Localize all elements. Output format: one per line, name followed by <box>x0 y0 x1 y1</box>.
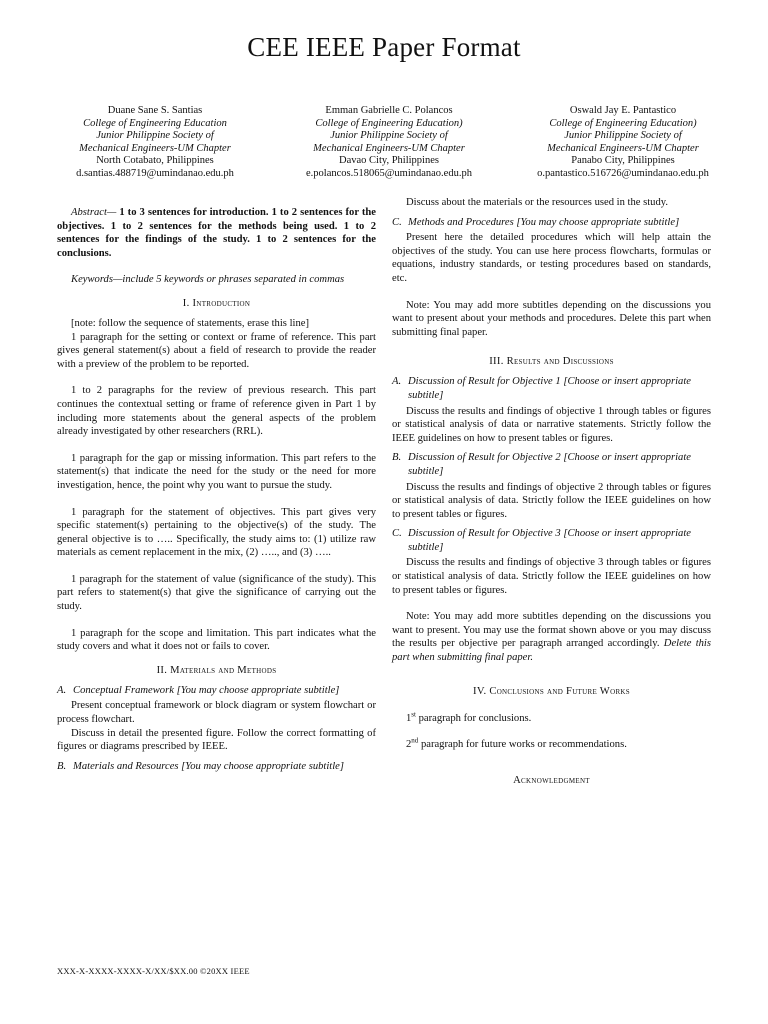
methods-paragraph: Present here the detailed procedures which will help attain the objectives of the study. You can use here process flowcharts, formulas or equations, industry standards, or testing procedures based on standards, etc. <box>392 232 711 284</box>
author-org: Mechanical Engineers-UM Chapter <box>547 142 699 154</box>
results-note <box>392 610 711 664</box>
section-heading-acknowledgment: Acknowledgment <box>513 774 590 786</box>
subsection-heading <box>57 684 376 698</box>
author-org: Mechanical Engineers-UM Chapter <box>79 142 231 154</box>
intro-paragraph: 1 paragraph for the statement of value (significance of the study). This part refers to statement(s) that give the significance of carrying out the study. <box>57 573 376 613</box>
author-location: Davao City, Philippines <box>339 155 439 166</box>
subsection-heading <box>392 527 711 554</box>
subsection-heading <box>57 760 376 774</box>
future-works-text: paragraph for future works or recommendations. <box>418 739 627 751</box>
methods-note: Note: You may add more subtitles depending on the discussions you want to present about your methods and procedures. Delete this part when submitting final paper. <box>392 299 711 338</box>
section-heading-methods: II. Materials and Methods <box>156 664 277 676</box>
ordinal-number: 1 <box>406 712 412 724</box>
subsection-label: B. <box>57 760 67 772</box>
author-name: Emman Gabrielle C. Polancos <box>325 105 453 116</box>
intro-paragraph: 1 paragraph for the scope and limitation. This part indicates what the study covers and what it does not or fails to cover. <box>57 627 376 653</box>
methods-paragraph: Present conceptual framework or block diagram or system flowchart or process flowchart. <box>57 700 376 726</box>
subsection-label: A. <box>57 684 67 696</box>
author-email: e.polancos.518065@umindanao.edu.ph <box>306 167 472 179</box>
author-dept: College of Engineering Education) <box>549 117 697 129</box>
author-name: Oswald Jay E. Pantastico <box>569 105 677 116</box>
subsection-title: Discussion of Result for Objective 3 [Choose or insert appropriate subtitle] <box>408 528 691 553</box>
intro-paragraph: 1 paragraph for the gap or missing information. This part refers to the statement(s) that indicate the need for the study or the need for more investigation, hence, the point why you want to pursue the study. <box>57 452 376 491</box>
author-dept: College of Engineering Education) <box>315 117 463 129</box>
author-org: Junior Philippine Society of <box>330 130 448 141</box>
abstract <box>57 206 376 260</box>
results-paragraph: Discuss the results and findings of objective 3 through tables or figures or statistical analysis of data. Strictly follow the IEEE guidelines on how to present tables or figures. <box>392 557 711 596</box>
subsection-title: Materials and Resources [You may choose appropriate subtitle] <box>73 760 345 772</box>
results-note-italic: Delete this part when submitting final paper. <box>392 638 711 664</box>
subsection-heading <box>392 375 711 402</box>
author-2 <box>278 105 500 180</box>
results-paragraph: Discuss the results and findings of objective 2 through tables or figures or statistical analysis of data. Strictly follow the IEEE guidelines on how to present tables or figures. <box>392 481 711 520</box>
intro-paragraph: 1 to 2 paragraphs for the review of previous research. This part continues the contextual setting or frame of reference given in Part 1 by including more statements about the general aspects of the problem already investigated by other researchers (RRL). <box>57 385 376 438</box>
keywords: Keywords—include 5 keywords or phrases separated in commas <box>71 274 345 286</box>
author-email: o.pantastico.516726@umindanao.edu.ph <box>537 167 709 179</box>
abstract-lead: Abstract— <box>71 207 117 218</box>
author-location: North Cotabato, Philippines <box>96 155 214 166</box>
intro-note: [note: follow the sequence of statements, erase this line] <box>71 317 309 329</box>
subsection-label: A. <box>392 376 402 388</box>
author-dept: College of Engineering Education <box>83 117 227 129</box>
author-name: Duane Sane S. Santias <box>107 105 203 116</box>
subsection-title: Discussion of Result for Objective 1 [Choose or insert appropriate subtitle] <box>408 376 691 401</box>
author-location: Panabo City, Philippines <box>571 155 675 166</box>
results-note-text: Note: You may add more subtitles depending on the discussions you want to present. You may use the format shown above or you may discuss the results per objective per paragraph arranged accordingly. <box>392 611 711 650</box>
author-org: Junior Philippine Society of <box>564 130 682 141</box>
copyright-footer: XXX-X-XXXX-XXXX-X/XX/$XX.00 ©20XX IEEE <box>57 966 250 976</box>
subsection-title: Discussion of Result for Objective 2 [Choose or insert appropriate subtitle] <box>408 452 691 477</box>
section-heading-results: III. Results and Discussions <box>489 356 614 368</box>
left-column <box>57 206 376 775</box>
subsection-title: Methods and Procedures [You may choose appropriate subtitle] <box>408 216 680 228</box>
author-block <box>44 105 734 180</box>
subsection-title: Conceptual Framework [You may choose appropriate subtitle] <box>73 684 340 696</box>
author-org: Mechanical Engineers-UM Chapter <box>313 142 465 154</box>
author-1 <box>44 105 266 180</box>
author-email: d.santias.488719@umindanao.edu.ph <box>76 167 234 179</box>
right-column <box>392 196 711 794</box>
ordinal-suffix: st <box>411 710 416 719</box>
intro-paragraph: 1 paragraph for the statement of objectives. This part gives very specific statement(s) pertaining to the objective(s) of the study. The general objective is to ….. Specifically, the study aims to: (1) utilize raw materials as cement replacement in the mix, (2) ….., and (3) ….. <box>57 506 376 559</box>
conclusions-paragraph <box>392 712 711 726</box>
abstract-text: 1 to 3 sentences for introduction. 1 to 2 sentences for the objectives. 1 to 2 sentences for the methods being used. 1 to 2 sentences for the findings of the study. 1 to 2 sentences for the conclusions. <box>57 207 376 259</box>
author-3 <box>512 105 734 180</box>
subsection-heading <box>392 216 711 230</box>
methods-paragraph: Discuss in detail the presented figure. Follow the correct formatting of figures or diagrams prescribed by IEEE. <box>57 727 376 753</box>
conclusions-text: paragraph for conclusions. <box>415 712 532 724</box>
subsection-label: B. <box>392 452 402 464</box>
paper-title: CEE IEEE Paper Format <box>247 32 521 62</box>
ordinal-number: 2 <box>406 739 412 751</box>
methods-paragraph: Discuss about the materials or the resources used in the study. <box>406 197 669 208</box>
future-works-paragraph <box>392 738 711 752</box>
intro-paragraph: 1 paragraph for the setting or context or frame of reference. This part gives general statement(s) about a field of research to provide the reader with a preview of the problem to be reported. <box>57 331 376 370</box>
subsection-label: C. <box>392 528 402 540</box>
subsection-heading <box>392 451 711 478</box>
subsection-label: C. <box>392 216 402 228</box>
section-heading-conclusions: IV. Conclusions and Future Works <box>473 685 630 697</box>
ordinal-suffix: nd <box>411 736 419 745</box>
author-org: Junior Philippine Society of <box>96 130 214 141</box>
section-heading-introduction: I. Introduction <box>182 297 251 309</box>
results-paragraph: Discuss the results and findings of objective 1 through tables or figures or statistical analysis of data or narrative statements. Strictly follow the IEEE guidelines on how to present tables or figures. <box>392 405 711 444</box>
